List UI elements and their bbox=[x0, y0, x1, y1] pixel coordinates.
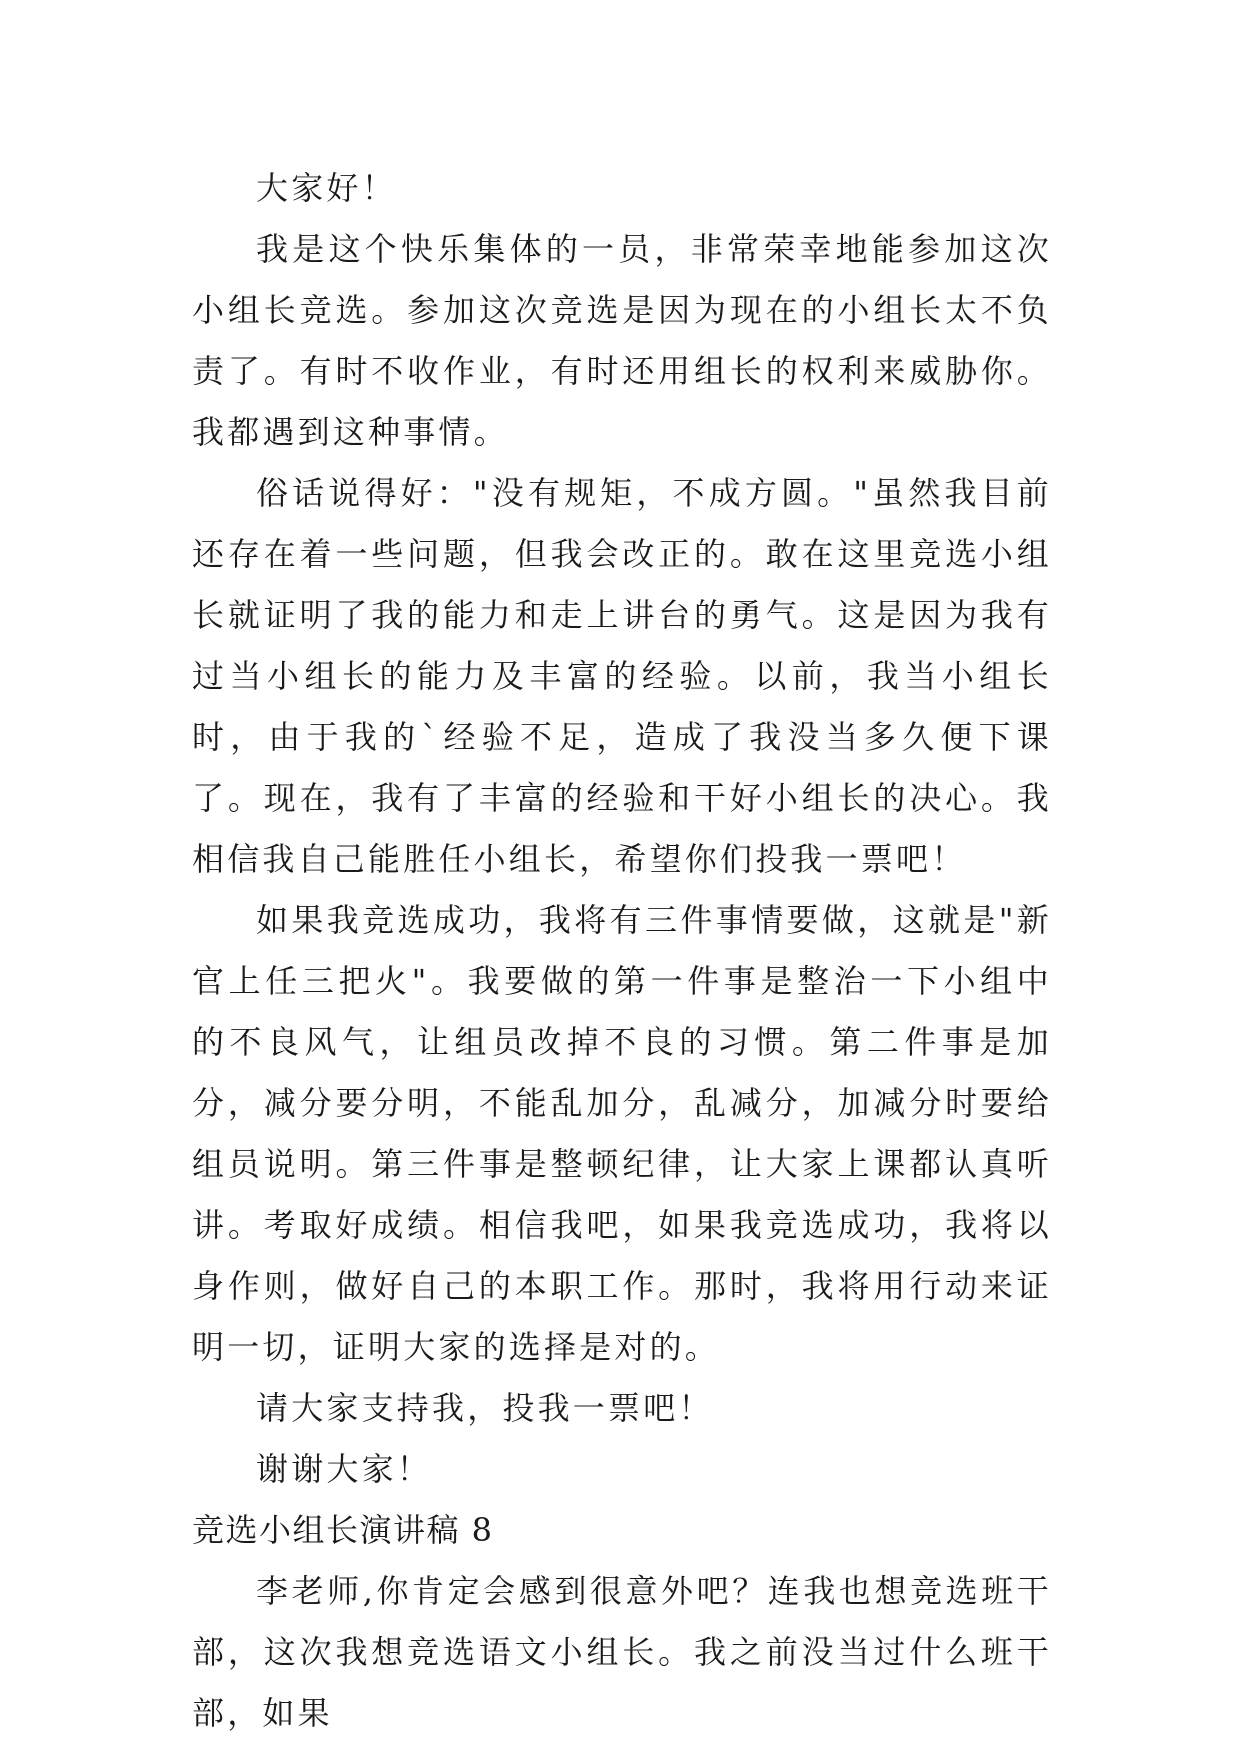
body-paragraph: 如果我竞选成功，我将有三件事情要做，这就是"新官上任三把火"。我要做的第一件事是整治一下小组中的不良风气，让组员改掉不良的习惯。第二件事是加分，减分要分明，不能乱加分，乱减分，加减分时要给组员说明。第三件事是整顿纪律，让大家上课都认真听讲。考取好成绩。相信我吧，如果我竞选成功，我将以身作则，做好自己的本职工作。那时，我将用行动来证明一切，证明大家的选择是对的。 bbox=[192, 901, 1052, 1366]
section-heading: 竞选小组长演讲稿 8 bbox=[192, 1511, 494, 1549]
greeting-paragraph: 大家好！ bbox=[256, 169, 397, 207]
document-body bbox=[192, 158, 1052, 1744]
body-paragraph: 我是这个快乐集体的一员，非常荣幸地能参加这次小组长竞选。参加这次竞选是因为现在的小组长太不负责了。有时不收作业，有时还用组长的权利来威胁你。我都遇到这种事情。 bbox=[192, 230, 1052, 451]
closing-paragraph: 谢谢大家！ bbox=[256, 1450, 433, 1488]
body-paragraph: 请大家支持我，投我一票吧！ bbox=[256, 1389, 714, 1427]
body-paragraph: 俗话说得好："没有规矩，不成方圆。"虽然我目前还存在着一些问题，但我会改正的。敢在这里竞选小组长就证明了我的能力和走上讲台的勇气。这是因为我有过当小组长的能力及丰富的经验。以前，我当小组长时，由于我的`经验不足，造成了我没当多久便下课了。现在，我有了丰富的经验和干好小组长的决心。我相信我自己能胜任小组长，希望你们投我一票吧！ bbox=[192, 474, 1052, 878]
body-paragraph: 李老师,你肯定会感到很意外吧？连我也想竞选班干部，这次我想竞选语文小组长。我之前没当过什么班干部，如果 bbox=[192, 1572, 1052, 1732]
